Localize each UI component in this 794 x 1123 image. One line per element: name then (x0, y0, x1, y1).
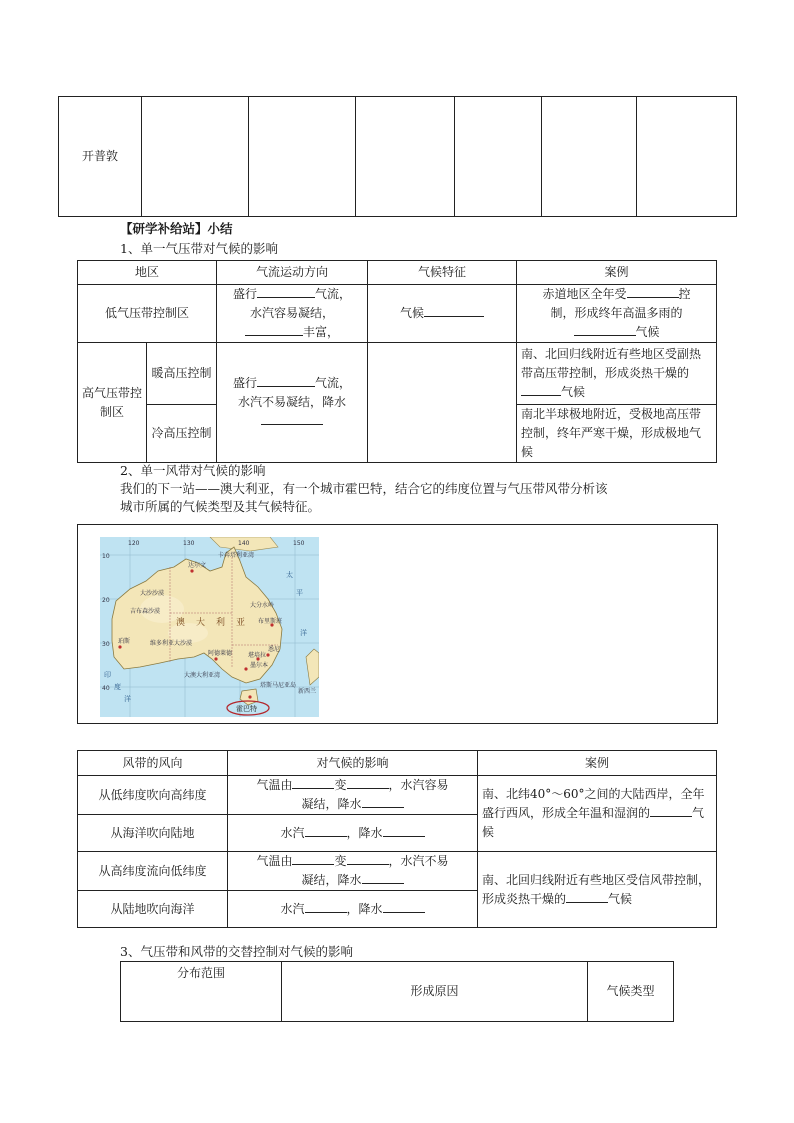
blank[interactable] (362, 795, 404, 808)
cold-high-label: 冷高压控制 (147, 405, 217, 463)
high-flow-cell: 盛行 气流， 水汽不易凝结，降水 (217, 343, 368, 463)
pressure-belt-table (77, 260, 717, 463)
sea-label: 度 (114, 683, 121, 691)
lon-label: 120 (128, 540, 140, 547)
land-label: 阿德莱德 (208, 650, 233, 657)
blank[interactable] (574, 323, 636, 336)
header-flow: 气流运动方向 (217, 261, 368, 285)
wind-effect-cell: 水汽 ，降水 (228, 815, 478, 852)
sea-label: 平 (296, 589, 303, 597)
wind-row-label: 从高纬度流向低纬度 (78, 852, 228, 891)
lat-label: 20 (102, 597, 110, 604)
low-pressure-label: 低气压带控制区 (78, 285, 217, 343)
lon-label: 150 (293, 540, 305, 547)
high-pressure-label: 高气压带控制区 (78, 343, 147, 463)
blank[interactable] (521, 383, 561, 396)
wind-row-label: 从陆地吹向海洋 (78, 891, 228, 928)
wind-row-label: 从海洋吹向陆地 (78, 815, 228, 852)
s2-title: 2、单一风带对气候的影响 (120, 463, 266, 478)
blank[interactable] (347, 776, 389, 789)
alternating-control-table (120, 961, 674, 1022)
lon-label: 140 (238, 540, 250, 547)
wind-row-label: 从低纬度吹向高纬度 (78, 776, 228, 815)
high-case-1: 南、北回归线附近有些地区受副热带高压带控制，形成炎热干燥的气候 (517, 343, 717, 405)
answer-cell[interactable] (356, 97, 455, 217)
sea-label: 洋 (124, 695, 131, 703)
header-effect: 对气候的影响 (228, 751, 478, 776)
blank[interactable] (383, 824, 425, 837)
lat-label: 10 (102, 553, 110, 560)
header-case: 案例 (517, 261, 717, 285)
lat-label: 30 (102, 641, 110, 648)
land-label: 维多利亚大沙漠 (150, 640, 193, 647)
warm-high-label: 暖高压控制 (147, 343, 217, 405)
header-climate: 气候特征 (368, 261, 517, 285)
blank[interactable] (261, 412, 323, 425)
land-label: 大澳大利亚湾 (184, 672, 221, 679)
land-label: 悉尼 (268, 646, 281, 653)
land-label: 堪培拉 (248, 652, 267, 659)
header-case: 案例 (478, 751, 717, 776)
land-label: 大分水岭 (250, 602, 275, 609)
sea-label: 洋 (300, 629, 307, 637)
header-cause: 形成原因 (282, 962, 588, 1022)
wind-belt-table (77, 750, 717, 928)
wind-effect-cell: 气温由 变 ，水汽不易 凝结，降水 (228, 852, 478, 891)
blank[interactable] (245, 323, 303, 336)
australia-map (100, 537, 319, 717)
header-wind-direction: 风带的风向 (78, 751, 228, 776)
blank[interactable] (305, 900, 347, 913)
lat-label: 40 (102, 685, 110, 692)
s2-para-1: 我们的下一站——澳大利亚，有一个城市霍巴特，结合它的纬度位置与气压带风带分析该 (120, 481, 608, 496)
s1-title: 1、单一气压带对气候的影响 (120, 241, 278, 256)
wind-effect-cell: 水汽 ，降水 (228, 891, 478, 928)
high-case-2: 南北半球极地附近，受极地高压带控制，终年严寒干燥，形成极地气候 (517, 405, 717, 463)
answer-cell[interactable] (542, 97, 637, 217)
blank[interactable] (347, 852, 389, 865)
australia-map-svg (100, 537, 319, 717)
blank[interactable] (362, 871, 404, 884)
blank[interactable] (292, 852, 334, 865)
wind-case-2: 南、北回归线附近有些地区受信风带控制，形成炎热干燥的 气候 (478, 852, 717, 928)
high-climate-cell[interactable] (368, 343, 517, 463)
top-table (58, 96, 737, 217)
blank[interactable] (305, 824, 347, 837)
sea-label: 太 (286, 571, 293, 579)
land-label: 卡奔塔利亚湾 (218, 552, 255, 559)
blank[interactable] (627, 285, 679, 298)
top-table-row-label: 开普敦 (59, 97, 142, 217)
blank[interactable] (257, 374, 315, 387)
blank[interactable] (383, 900, 425, 913)
answer-cell[interactable] (455, 97, 542, 217)
blank[interactable] (257, 285, 315, 298)
low-flow-cell: 盛行 气流， 水汽容易凝结， 丰富， (217, 285, 368, 343)
answer-cell[interactable] (249, 97, 356, 217)
blank[interactable] (292, 776, 334, 789)
header-distribution: 分布范围 (121, 962, 282, 1022)
answer-cell[interactable] (142, 97, 249, 217)
land-label: 达尔文 (188, 562, 207, 569)
wind-effect-cell: 气温由 变 ，水汽容易 凝结，降水 (228, 776, 478, 815)
hobart-label: 霍巴特 (236, 705, 257, 713)
low-climate-cell: 气候 (368, 285, 517, 343)
land-label: 吉布森沙漠 (130, 608, 161, 615)
land-label: 大 (196, 618, 206, 628)
wind-case-1: 南、北纬40°～60°之间的大陆西岸，全年盛行西风，形成全年温和湿润的 气候 (478, 776, 717, 852)
land-label: 布里斯班 (258, 618, 283, 625)
lon-label: 130 (183, 540, 195, 547)
land-label: 亚 (236, 618, 246, 628)
land-label: 新西兰 (298, 688, 317, 695)
low-case-cell: 赤道地区全年受 控 制，形成终年高温多雨的 气候 (517, 285, 717, 343)
blank[interactable] (566, 890, 608, 903)
s3-title: 3、气压带和风带的交替控制对气候的影响 (120, 944, 353, 959)
answer-cell[interactable] (637, 97, 737, 217)
land-label: 塔斯马尼亚岛 (260, 682, 297, 689)
header-region: 地区 (78, 261, 217, 285)
land-label: 墨尔本 (250, 662, 269, 669)
blank[interactable] (650, 804, 692, 817)
land-label: 澳 (176, 618, 186, 628)
land-label: 珀斯 (118, 638, 131, 645)
header-climate-type: 气候类型 (588, 962, 674, 1022)
sea-label: 印 (104, 671, 111, 679)
land-label: 利 (216, 618, 226, 628)
s2-para-2: 城市所属的气候类型及其气候特征。 (120, 499, 321, 514)
section-title: 【研学补给站】小结 (120, 221, 233, 236)
land-label: 大沙沙漠 (140, 590, 165, 597)
blank[interactable] (424, 304, 484, 317)
